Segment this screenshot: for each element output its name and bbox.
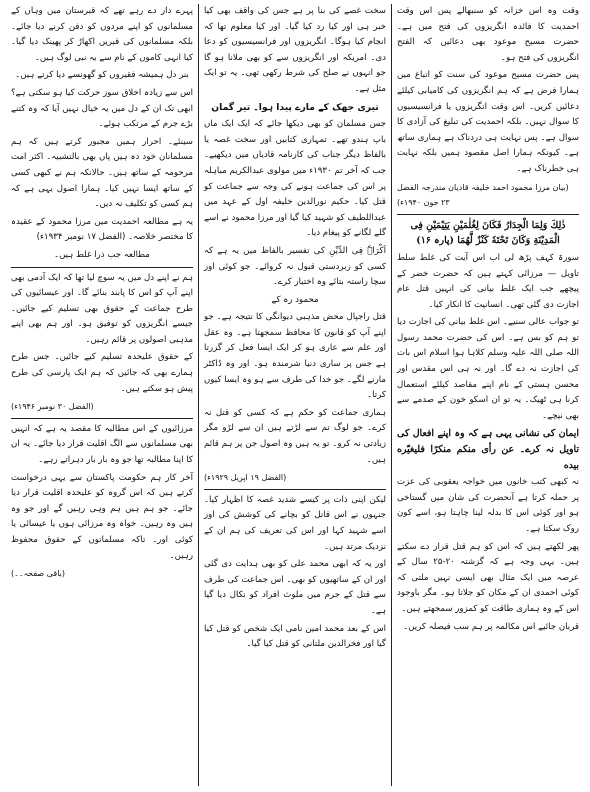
divider [11, 267, 193, 268]
citation: (الفضل ۳۰ نومبر ۱۹۴۶ء) [11, 402, 94, 412]
paragraph: پہرے دار دے رہے تھے کہ قبرستان میں وہاں کے مسلمانوں کو اپنے مردوں کو دفن کرنے دیا جائے۔ بلکہ مسلمانوں کی قبریں اکھاڑ کر پھینک دیا گیا۔ کیا انہی کاموں کے نام سے یہ نبی لوگ ہیں۔ [11, 6, 193, 63]
divider [397, 214, 579, 215]
paragraph: آخر کار ہم حکومت پاکستان سے یہی درخواست کرتے ہیں کہ اس گروہ کو علیحدہ اقلیت قرار دیا جائے۔ جو ہم ہیں ہم وہی رہیں گے اور جو وہ ہیں وہ رہیں۔ خواہ وہ مرزائی ہوں یا عیسائی یا کوئی اور۔ تاکہ مسلمانوں کے حقوق محفوظ رہیں۔ [11, 472, 193, 561]
paragraph: جس مسلمان کو بھی دیکھا جائے کہ ایک ایک ماں باپ ہندو تھے۔ تمہاری کتابیں اور سخت غصہ یا بالفاظ دیگر جناب کی کارنامہ قادیاں میں دیکھیے۔ جب کہ آخر تم ۱۹۳۰ء میں مولوی عبدالکریم مباہلہ پر اس کی جماعت ہونے کی وجہ سے جماعت کو قتل کیا۔ حکیم نورالدین خلیفہ اول کے عہد میں عبداللطیف کو شہید کیا گیا اور مرزا محمود نے اسے گلے لگانے کو پیغام دیا۔ [204, 119, 386, 239]
paragraph: یہ ہے مطالعہ احمدیت میں مرزا محمود کے عقیدہ کا مختصر خلاصہ۔ (الفضل ۱۷ نومبر ۱۹۳۴ء) [11, 216, 193, 243]
paragraph: لیکن اپنی ذات پر کیسے شدید غصہ کا اظہار کیا۔ جنہوں نے اس قاتل کو بچانے کی کوشش کی اور اسے شہید کہا اور اس کی تعریف کی ہم ان کے نزدیک مرتد ہیں۔ [204, 494, 386, 552]
paragraph: قربان جائیے اس مکالمہ پر ہم سب فیصلہ کریں۔ [403, 621, 579, 632]
paragraph: پھر لکھتے ہیں کہ اس کو ہم قتل قرار دے سکتے ہیں۔ یہی وجہ ہے کہ گزشتہ ۲۰-۲۵ سال کے عرصہ میں ایک مثال بھی ایسی نہیں ملتی کہ کوئی احمدی ان کے مکان کو جلاتا ہو۔ مگر باوجود اس کے وہ ہماری طاقت کو کمزور سمجھتے ہیں۔ [397, 541, 580, 614]
paragraph: سینئے۔ احرار ہمیں مجبور کرتے ہیں کہ ہم مسلمانان خود دہ ہیں پاں بھی بالتشبیہ۔ اکثر امت مرحومہ کے ساتھ ہیں۔ حالانکہ ہم نے کبھی کسی کے ساتھ ایسا نہیں کیا۔ ہمارا اصول یہی ہے کہ ہم کسی کو تکلیف نہ دیں۔ [11, 136, 193, 210]
paragraph: نہ کبھی کتب خانوں میں خواجہ یعقوبی کی عزت پر حملہ کرتا ہے آنحضرت کی شان میں گستاخی ہو اور کوئی اس کا بدلہ لینا چاہتا ہو، اسے کون روک سکتا ہے۔ [397, 477, 579, 534]
paragraph: بنر دل ہمیشہ فقیروں کو گھونسے دیا کرتے ہیں۔ [15, 70, 189, 81]
column-right [392, 4, 584, 786]
column-middle [199, 4, 392, 786]
paragraph: سخت غصے کی بنا پر ہے جس کی واقف بھی کیا خبر ہی اور کیا رد کیا گیا۔ اور کیا معلوم تھا کہ انجام کیا ہوگا۔ انگریزوں اور فرانسیسیوں کو دعا دی۔ امریکہ اور انگریزوں سے کو بھی ملانا ہو گا جو انہوں نے صلح کی شرط رکھی تھی۔ یہ تو ایک مثل ہے۔ [204, 6, 386, 94]
paragraph: اس کے بعد محمد امین نامی ایک شخص کو قتل کیا گیا اور فخرالدین ملتانی کو قتل کیا گیا۔ [204, 623, 386, 650]
paragraph: سورۃ کہف پڑھ لی اب اس آیت کی غلط سلط تاویل — مرزائی کہتے ہیں کہ حضرت خضر کے پیچھے جب ایک غلط بیانی کی انہیں قتل عام اجازت دی گئی تھی۔ انسانیت کا انکار کیا۔ [397, 252, 579, 310]
divider [204, 489, 386, 490]
paragraph: اَکْرَاہٗ فِی الدِّیْنِ کی تفسیر بالفاظ میں یہ ہے کہ کسی کو زبردستی قبول نہ کروائے۔ جو کوئی اور سچا راستہ بتائے وہ اختیار کرے۔ [204, 245, 386, 288]
citation: (الفضل ۱۹ اپریل ۱۹۲۹ء) [204, 473, 287, 483]
paragraph: پس حضرت مسیح موعود کی سنت کو اتباع میں ہمارا فرض ہے کہ ہم انگریزوں کی کامیابی کیلئے دعائیں کریں۔ اس وقت انگریزوں یا فرانسیسیوں کا سوال نہیں۔ بلکہ احمدیت کی تبلیغ کی آزادی کا سوال ہے۔ پس نہایت ہی دردناک ہے ہماری ساتھ ہے۔ کیونکہ ہمارا اصل مقصود ہمیں بلکہ نہایت ہی خطرناک ہے۔ [397, 70, 579, 174]
hadith-quote: ایمان کی نشانی یہی ہے کہ وہ اپنے افعال کی تاویل نہ کرے۔ عن رأى منكم منكرًا فليغيّره بيده [397, 428, 579, 471]
quranic-verse: ذٰلِكَ وَلِمَا الْجِدَارُ فَكَانَ لِغُلٰمَیْنِ یَتِیْمَیْنِ فِی الْمَدِیْنَةِ وَكَانَ تَحْتَهٗ كَنْزٌ لَّهُمَا (پارہ ۱۶) [410, 219, 566, 247]
column-left [6, 4, 199, 786]
paragraph: محمود رہ کے [271, 294, 319, 305]
citation: (بیان مرزا محمود احمد خلیفہ قادیان مندرجہ الفضل ۲۳ جون ۱۹۴۰ء) [397, 182, 569, 208]
text-columns [6, 4, 584, 786]
divider [11, 418, 193, 419]
paragraph: اور یہ کہ ابھی محمد علی کو بھی ہدایت دی گئی اور ان کے ساتھیوں کو بھی۔ اس جماعت کی طرف سے قتل کے جرم میں ملوث افراد کو نکال دیا گیا ہے۔ [204, 559, 386, 616]
paragraph: تو جواب عالی سنیے۔ اس غلط بیانی کی اجازت دیا تو ہم کو بس ہے۔ اس کی حضرت محمد رسول اللہ صلی اللہ علیہ وسلم کلاہا ہوا اسلام اس بات کی اجازت نہ دے گا۔ اور نہ ہی اس مقدس اور محسن ہستی کے نام اپنے مقاصد کیلئے استعمال کرنا ہی ٹھیک۔ یہ تو ان اسکو خون کے صدمے سے بھی نیچے۔ [397, 317, 579, 421]
section-heading: تیری جھک کے مارے پیدا ہوا۔ تیر گمان [211, 101, 379, 113]
paragraph: اس سے زیادہ اخلاق سوز حرکت کیا ہو سکتی ہے؟ ابھی تک ان کے دل میں یہ خیال نہیں آیا کہ وہ کتنے بڑے جرم کے مرتکب ہوئے۔ [11, 87, 193, 130]
paragraph: قتل راجپال محض مذہبی دیوانگی کا نتیجہ ہے۔ جو اپنے آپ کو قانون کا محافظ سمجھتا ہے۔ وہ عقل اور علم سے عاری ہو کر ایک ایسا فعل کر گزرتا ہے جس پر ساری دنیا شرمندہ ہو۔ اور وہ ڈاکٹر مارنے لگے۔ جو خدا کی طرف سے ہو وہ ایسا کیوں کرتا۔ [204, 312, 386, 401]
paragraph: کے حقوق علیحدہ تسلیم کیے جائیں۔ جس طرح ہمارے بھی کہ جائیں کہ ہم ایک پارسی کی طرح پیش ہو سکتے ہیں۔ [11, 352, 193, 394]
continued-note: (باقی صفحہ۔۔) [11, 569, 66, 579]
paragraph: ہم نے اپنے دل میں یہ سوچ لیا تھا کہ ایک آدمی بھی اپنے آپ کو اس کا پابند بنائے گا۔ اور عیسائیوں کی طرح جماعت کے حقوق بھی تسلیم کیے جائیں۔ جیسے انگریزوں کو توفیق ہو۔ اور ہم بھی اپنے مذہبی اصولوں پر قائم رہیں۔ [11, 272, 193, 345]
paragraph: مرزائیوں کے اس مطالبہ کا مقصد یہ ہے کہ انہیں بھی مسلمانوں سے الگ اقلیت قرار دیا جائے۔ یہ ان کا اپنا مطالبہ تھا جو وہ بار بار دہراتے رہے۔ [11, 423, 193, 466]
paragraph: مطالعہ جب ذرا غلط ہیں۔ [54, 249, 150, 260]
paragraph: ہماری جماعت کو حکم ہے کہ کسی کو قتل نہ کرے۔ جو لوگ تم سے لڑتے ہیں ان سے لڑو مگر زیادتی نہ کرو۔ تو یہ ہیں وہ اصول جن پر ہم قائم ہیں۔ [204, 407, 386, 465]
paragraph: وقت وہ اس خزانہ کو سنبھالے پس اس وقت احمدیت کا فائدہ انگریزوں کی فتح میں ہے۔ حضرت مسیح موعود بھی دعائیں کہ الفتح انگریزوں کی فتح ہو۔ [397, 6, 579, 63]
